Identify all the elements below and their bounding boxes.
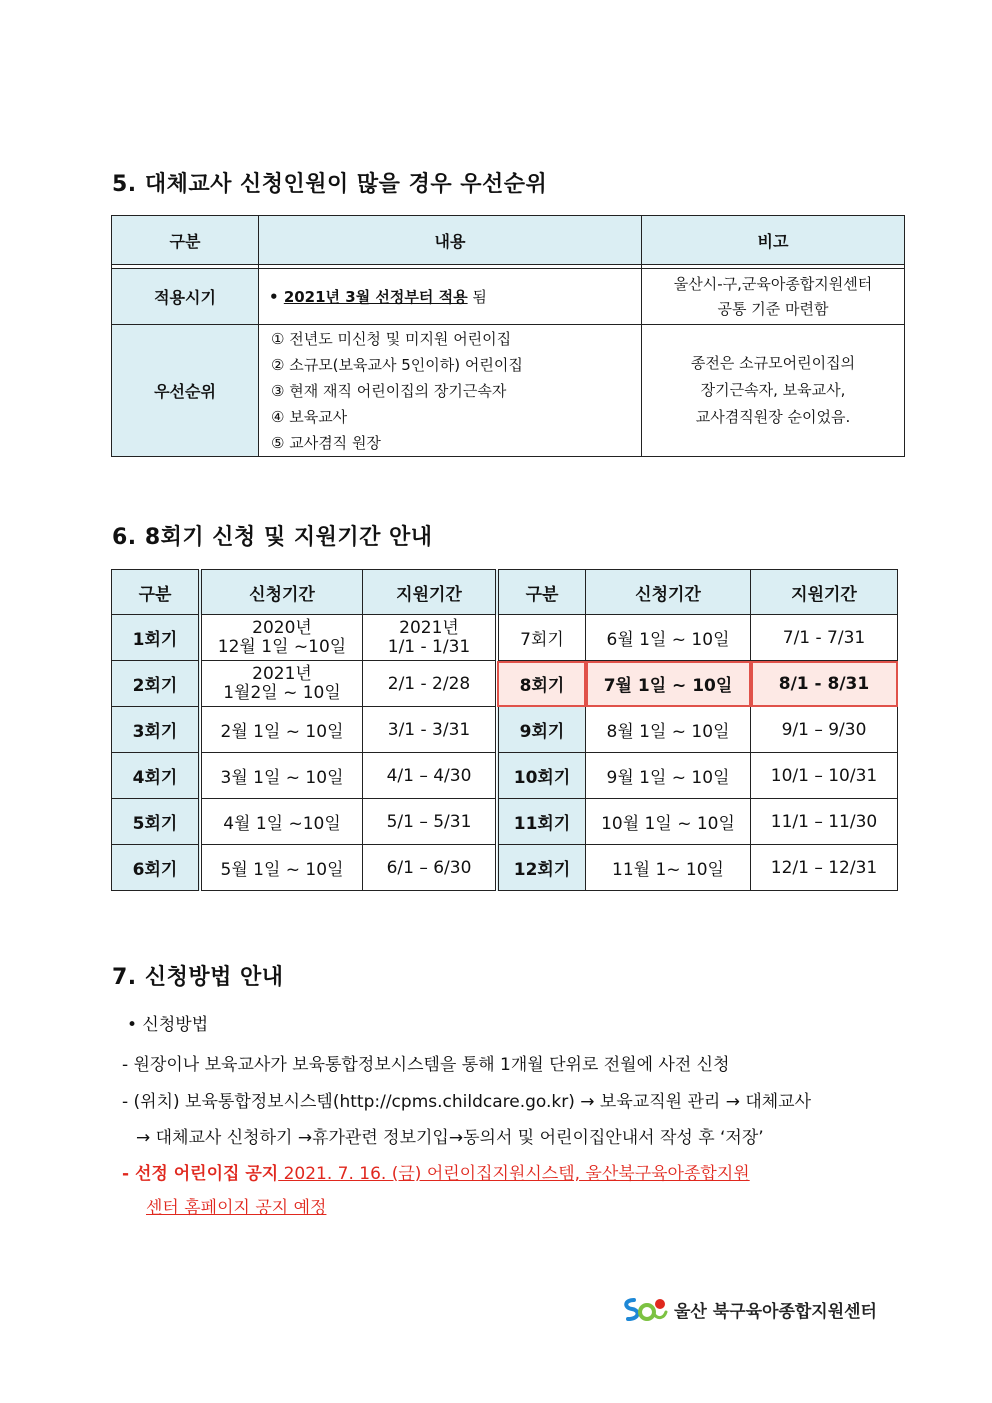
notice-label: 선정 어린이집 공지 xyxy=(134,1164,279,1184)
schedule-header-round-right: 구분 xyxy=(497,570,586,615)
apply-period-bullet: • xyxy=(269,288,284,306)
apply-period-main: 2021년 3월 선정부터 적용 xyxy=(283,288,468,306)
priority-header-category: 구분 xyxy=(112,216,259,265)
notice-line-2: 센터 홈페이지 공지 예정 xyxy=(146,1198,327,1218)
schedule-header-support-right: 지원기간 xyxy=(751,570,898,615)
priority-note-line2: 장기근속자, 보육교사, xyxy=(700,381,846,399)
apply-period-content xyxy=(259,269,642,325)
schedule-support: 5/1 – 5/31 xyxy=(363,799,498,845)
schedule-header-apply-right: 신청기간 xyxy=(586,570,751,615)
section6-heading: 6. 8회기 신청 및 지원기간 안내 xyxy=(112,525,433,550)
notice-line-1 xyxy=(122,1159,750,1184)
schedule-apply: 8월 1일 ~ 10일 xyxy=(586,707,751,753)
schedule-round: 7회기 xyxy=(497,615,586,661)
notice-dash: - xyxy=(122,1164,135,1184)
schedule-round: 2회기 xyxy=(112,661,201,707)
priority-item: ① 전년도 미신청 및 미지원 어린이집 xyxy=(271,329,512,348)
schedule-support: 7/1 - 7/31 xyxy=(751,615,898,661)
schedule-apply: 3월 1일 ~ 10일 xyxy=(200,753,363,799)
priority-item: ④ 보육교사 xyxy=(271,407,348,426)
footer-logo-text: 울산 북구육아종합지원센터 xyxy=(674,1301,877,1322)
schedule-support: 2/1 - 2/28 xyxy=(363,661,498,707)
schedule-apply: 2021년 1월2일 ~ 10일 xyxy=(200,661,363,707)
footer-logo xyxy=(620,1293,890,1325)
method-line-1: - 원장이나 보육교사가 보육통합정보시스템을 통해 1개월 단위로 전월에 사전 신청 xyxy=(122,1055,730,1075)
schedule-support-highlight: 8/1 - 8/31 xyxy=(751,661,898,707)
priority-label: 우선순위 xyxy=(112,325,259,457)
priority-note xyxy=(642,325,905,457)
method-line-2: - (위치) 보육통합정보시스템(http://cpms.childcare.go.kr) → 보육교직원 관리 → 대체교사 xyxy=(122,1092,812,1112)
schedule-apply: 4월 1일 ~10일 xyxy=(200,799,363,845)
schedule-round: 5회기 xyxy=(112,799,201,845)
schedule-round: 1회기 xyxy=(112,615,201,661)
apply-period-note-line1: 울산시-구,군육아종합지원센터 xyxy=(673,274,873,293)
priority-header-content: 내용 xyxy=(259,216,642,265)
center-logo-icon xyxy=(620,1294,668,1324)
method-line-3: → 대체교사 신청하기 →휴가관련 정보기입→동의서 및 어린이집안내서 작성 후 ‘저장’ xyxy=(136,1128,764,1148)
schedule-round: 3회기 xyxy=(112,707,201,753)
schedule-table xyxy=(111,569,898,891)
apply-period-note-line2: 공통 기준 마련함 xyxy=(717,299,829,318)
schedule-apply: 10월 1일 ~ 10일 xyxy=(586,799,751,845)
priority-table xyxy=(111,215,905,457)
priority-item: ② 소규모(보육교사 5인이하) 어린이집 xyxy=(271,355,523,374)
apply-period-note xyxy=(642,269,905,325)
schedule-header-support-left: 지원기간 xyxy=(363,570,498,615)
schedule-round: 12회기 xyxy=(497,845,586,891)
schedule-apply: 9월 1일 ~ 10일 xyxy=(586,753,751,799)
schedule-round: 6회기 xyxy=(112,845,201,891)
method-bullet: • 신청방법 xyxy=(127,1015,209,1035)
schedule-support: 11/1 – 11/30 xyxy=(751,799,898,845)
section5-heading: 5. 대체교사 신청인원이 많을 경우 우선순위 xyxy=(112,172,548,197)
schedule-apply-highlight: 7월 1일 ~ 10일 xyxy=(586,661,751,707)
schedule-apply: 2020년 12월 1일 ~10일 xyxy=(200,615,363,661)
schedule-round: 4회기 xyxy=(112,753,201,799)
priority-note-line3: 교사겸직원장 순이었음. xyxy=(695,408,851,426)
notice-text-1: 2021. 7. 16. (금) 어린이집지원시스템, 울산북구육아종합지원 xyxy=(278,1164,750,1184)
schedule-round-highlight: 8회기 xyxy=(497,661,586,707)
schedule-apply: 2월 1일 ~ 10일 xyxy=(200,707,363,753)
schedule-support: 4/1 – 4/30 xyxy=(363,753,498,799)
schedule-support: 12/1 – 12/31 xyxy=(751,845,898,891)
schedule-support: 3/1 - 3/31 xyxy=(363,707,498,753)
priority-list xyxy=(259,325,642,457)
apply-period-label: 적용시기 xyxy=(112,269,259,325)
priority-header-note: 비고 xyxy=(642,216,905,265)
schedule-support: 6/1 – 6/30 xyxy=(363,845,498,891)
schedule-support: 2021년 1/1 - 1/31 xyxy=(363,615,498,661)
section7-heading: 7. 신청방법 안내 xyxy=(112,965,284,990)
schedule-header-round-left: 구분 xyxy=(112,570,201,615)
schedule-header-apply-left: 신청기간 xyxy=(200,570,363,615)
schedule-round: 11회기 xyxy=(497,799,586,845)
schedule-apply: 6월 1일 ~ 10일 xyxy=(586,615,751,661)
schedule-round: 9회기 xyxy=(497,707,586,753)
schedule-round: 10회기 xyxy=(497,753,586,799)
schedule-apply: 11월 1~ 10일 xyxy=(586,845,751,891)
priority-note-line1: 종전은 소규모어린이집의 xyxy=(690,354,856,372)
apply-period-suffix: 됨 xyxy=(467,288,487,306)
priority-item: ③ 현재 재직 어린이집의 장기근속자 xyxy=(271,381,507,400)
schedule-support: 10/1 – 10/31 xyxy=(751,753,898,799)
schedule-apply: 5월 1일 ~ 10일 xyxy=(200,845,363,891)
priority-item: ⑤ 교사겸직 원장 xyxy=(271,433,381,452)
schedule-support: 9/1 – 9/30 xyxy=(751,707,898,753)
